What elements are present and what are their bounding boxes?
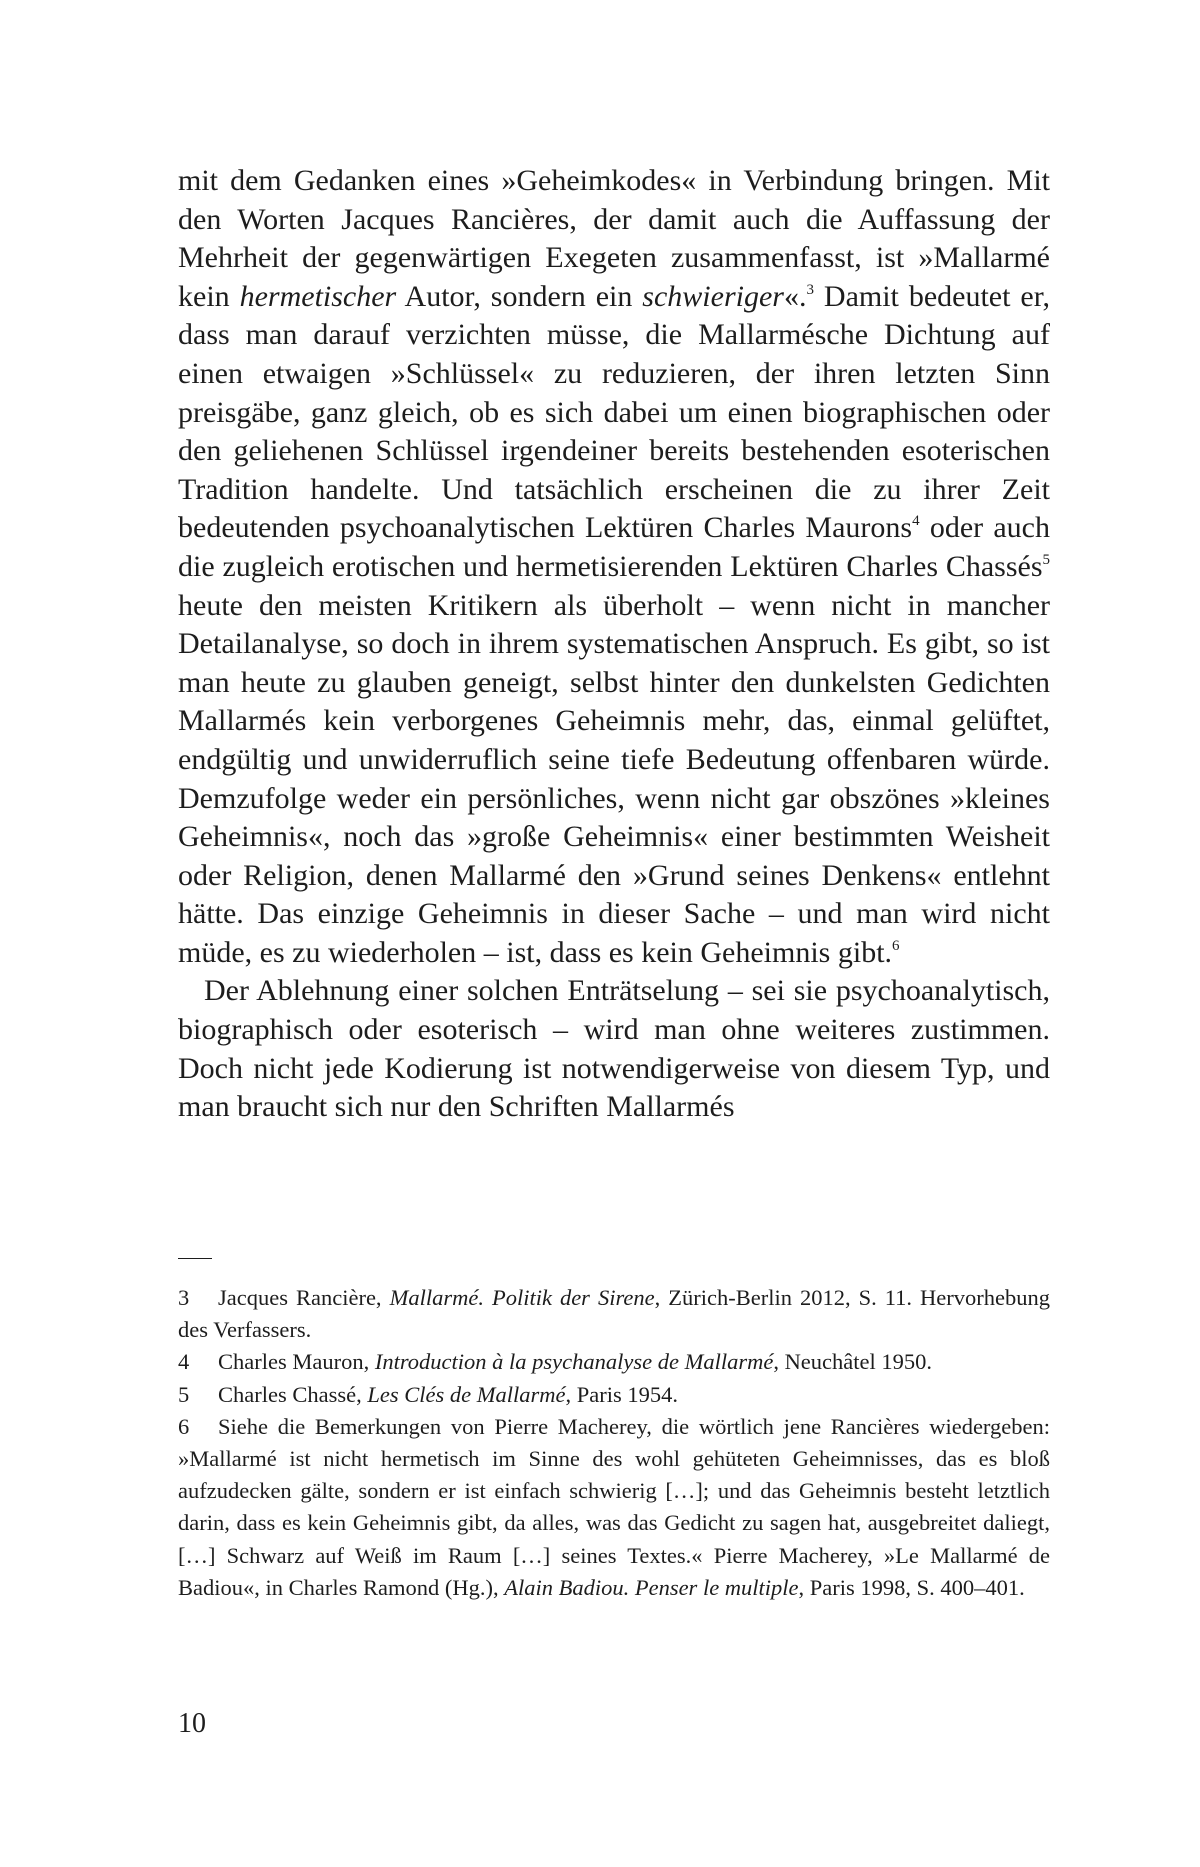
footnotes (178, 1282, 1050, 1604)
paragraph-text: mit dem Gedanken eines »Geheimkodes« in Verbindung bringen. Mit den Worten Jacques Rancières, der damit auch die Auffassung der Mehrheit der gegenwärtigen Exegeten zusammenfasst, ist »Mallarmé kein (178, 164, 1050, 313)
footnote-text: Siehe die Bemerkungen von Pierre Macherey, die wörtlich jene Rancières wiedergeben: »Mallarmé ist nicht hermetisch im Sinne des wohl gehüteten Geheimnisses, das es bloß aufzudecken gälte, sondern er ist einfach schwierig […]; und das Geheimnis besteht letztlich darin, dass es kein Geheimnis gibt, da alles, was das Gedicht zu sagen hat, ausgebreitet daliegt, […] Schwarz auf Weiß im Raum […] seines Textes.« Pierre Macherey, »Le Mallarmé de Badiou«, in Charles Ramond (Hg.), (178, 1413, 1050, 1600)
footnote-5 (178, 1379, 1050, 1411)
footnote-title: Mallarmé. Politik der Sirene (389, 1285, 655, 1310)
footnote-3 (178, 1282, 1050, 1346)
footnote-number: 6 (178, 1413, 190, 1439)
paragraph-1 (178, 162, 1050, 972)
paragraph-text: «. (783, 279, 807, 313)
footnote-text: , Zürich-Berlin 2012, S. 11. Hervorhebung des Verfassers. (178, 1285, 1051, 1343)
footnote-4 (178, 1346, 1050, 1378)
footnote-ref-6[interactable]: 6 (892, 937, 900, 954)
paragraph-text: oder auch die zugleich erotischen und hermetisierenden Lektüren Charles Chassés (178, 511, 1050, 583)
footnote-number: 3 (178, 1285, 190, 1310)
footnote-text: , Neuchâtel 1950. (773, 1349, 933, 1375)
paragraph-text: heute den meisten Kritikern als überholt – wenn nicht in mancher Detailanalyse, so doch in ihrem systematischen Anspruch. Es gibt, so ist man heute zu glauben geneigt, selbst hinter den dunkelsten Gedichten Mallarmés kein verborgenes Geheimnis mehr, das, einmal gelüftet, endgültig und unwiderruflich seine tiefe Bedeutung offenbaren würde. Demzufolge weder ein persönliches, wenn nicht gar obszönes »kleines Geheimnis«, noch das »große Geheimnis« einer bestimmten Weisheit oder Religion, denen Mallarmé den »Grund seines Denkens« entlehnt hätte. Das einzige Geheimnis in dieser Sache – und man wird nicht müde, es zu wiederholen – ist, dass es kein Geheimnis gibt. (178, 588, 1050, 969)
footnote-ref-3[interactable]: 3 (806, 281, 814, 298)
footnote-ref-5[interactable]: 5 (1042, 551, 1050, 568)
footnote-text: Charles Mauron, (218, 1349, 375, 1375)
paragraph-2: Der Ablehnung einer solchen Enträtselung – sei sie psychoanalytisch, biographisch oder esoterisch – wird man ohne weiteres zustimmen. Doch nicht jede Kodierung ist notwendigerweise von diesem Typ, und man braucht sich nur den Schriften Mallarmés (178, 974, 1050, 1124)
footnote-title: Introduction à la psychanalyse de Mallarmé (374, 1349, 774, 1375)
footnote-text: Charles Chassé, (218, 1381, 368, 1407)
emphasis-hermetischer: hermetischer (239, 279, 397, 313)
footnote-text: Jacques Rancière, (218, 1285, 390, 1310)
footnote-6 (178, 1411, 1050, 1604)
emphasis-schwieriger: schwieriger (642, 279, 784, 313)
body-text (178, 162, 1050, 1127)
paragraph-text: Damit bedeutet er, dass man darauf verzichten müsse, die Mallarmésche Dichtung auf einen etwaigen »Schlüssel« zu reduzieren, der ihren letzten Sinn preisgäbe, ganz gleich, ob es sich dabei um einen biographischen oder den geliehenen Schlüssel irgendeiner bereits bestehenden esoterischen Tradition handelte. Und tatsächlich erscheinen die zu ihrer Zeit bedeutenden psychoanalytischen Lektüren Charles Maurons (178, 279, 1051, 545)
footnote-number: 5 (178, 1381, 190, 1407)
footnote-number: 4 (178, 1349, 190, 1375)
footnote-text: , Paris 1954. (565, 1381, 678, 1407)
paragraph-text: Autor, sondern ein (396, 279, 643, 313)
footnote-title: Les Clés de Mallarmé (367, 1381, 566, 1407)
footnote-divider (178, 1258, 212, 1259)
footnote-title: Alain Badiou. Penser le multiple (504, 1574, 799, 1600)
footnote-text: , Paris 1998, S. 400–401. (798, 1574, 1025, 1600)
page-number: 10 (178, 1708, 206, 1739)
footnote-ref-4[interactable]: 4 (912, 513, 920, 530)
